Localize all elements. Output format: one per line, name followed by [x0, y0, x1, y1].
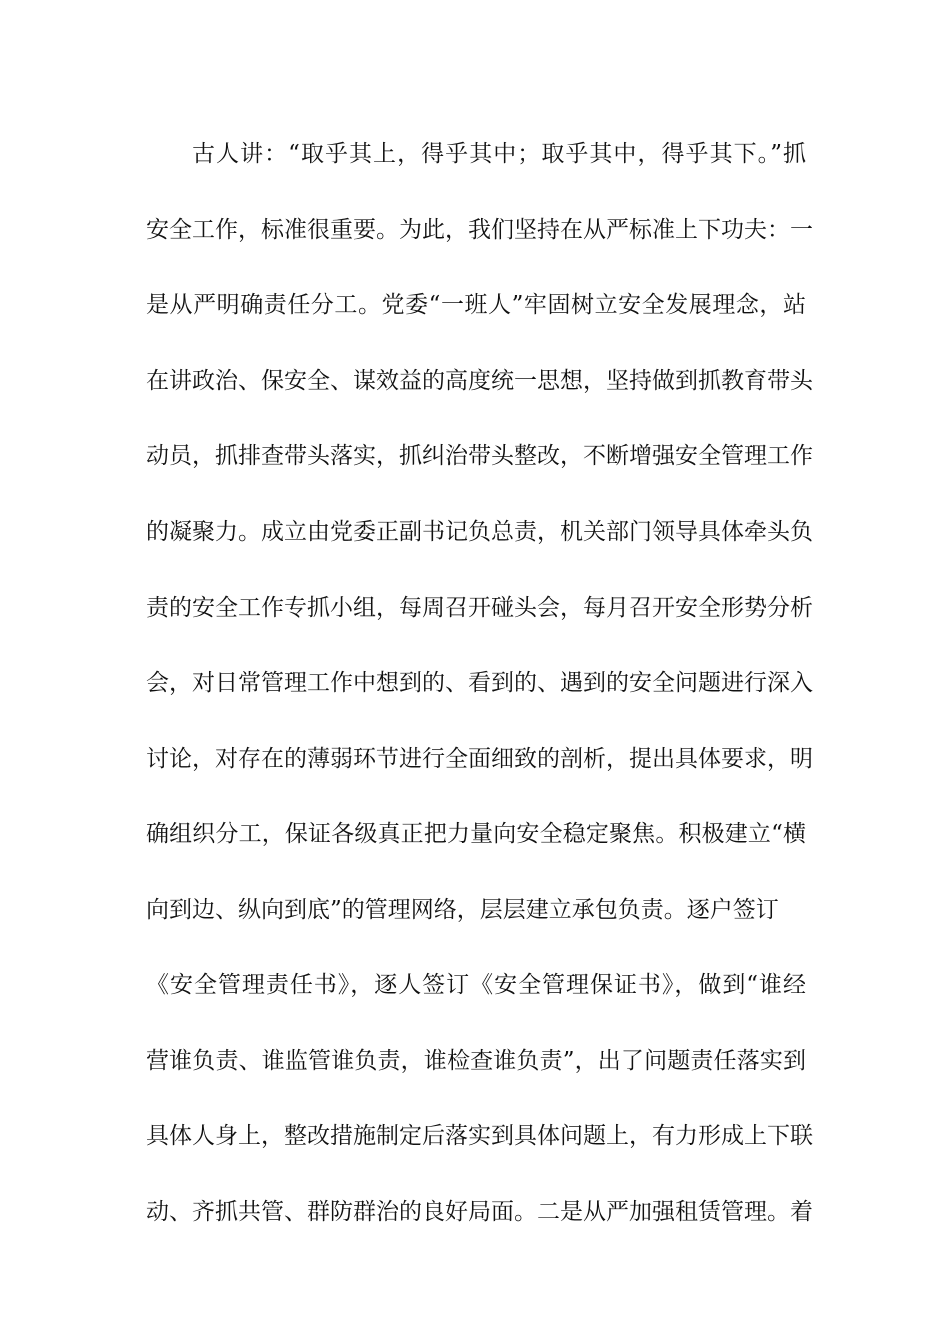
paragraph-line: 《安全管理责任书》，逐人签订《安全管理保证书》，做到“谁经 [146, 972, 806, 998]
paragraph-line: 会，对日常管理工作中想到的、看到的、遇到的安全问题进行深入 [146, 670, 813, 696]
paragraph-line: 责的安全工作专抓小组，每周召开碰头会，每月召开安全形势分析 [146, 595, 813, 621]
paragraph-line: 营谁负责、谁监管谁负责，谁检查谁负责”，出了问题责任落实到 [146, 1048, 806, 1074]
paragraph-line: 动、齐抓共管、群防群治的良好局面。二是从严加强租赁管理。着 [146, 1199, 813, 1225]
paragraph-line: 具体人身上，整改措施制定后落实到具体问题上，有力形成上下联 [146, 1123, 813, 1149]
paragraph-line: 的凝聚力。成立由党委正副书记负总责，机关部门领导具体牵头负 [146, 519, 813, 545]
paragraph-line: 是从严明确责任分工。党委“一班人”牢固树立安全发展理念，站 [146, 292, 806, 318]
paragraph-line: 在讲政治、保安全、谋效益的高度统一思想，坚持做到抓教育带头 [146, 368, 813, 394]
paragraph-line: 安全工作，标准很重要。为此，我们坚持在从严标准上下功夫：一 [146, 217, 813, 243]
paragraph-line: 讨论，对存在的薄弱环节进行全面细致的剖析，提出具体要求，明 [146, 746, 813, 772]
paragraph-line: 古人讲：“取乎其上，得乎其中；取乎其中，得乎其下。”抓 [192, 141, 806, 167]
paragraph-line: 动员，抓排查带头落实，抓纠治带头整改，不断增强安全管理工作 [146, 443, 813, 469]
paragraph-line: 向到边、纵向到底”的管理网络，层层建立承包负责。逐户签订 [146, 897, 779, 923]
paragraph-line: 确组织分工，保证各级真正把力量向安全稳定聚焦。积极建立“横 [146, 821, 806, 847]
